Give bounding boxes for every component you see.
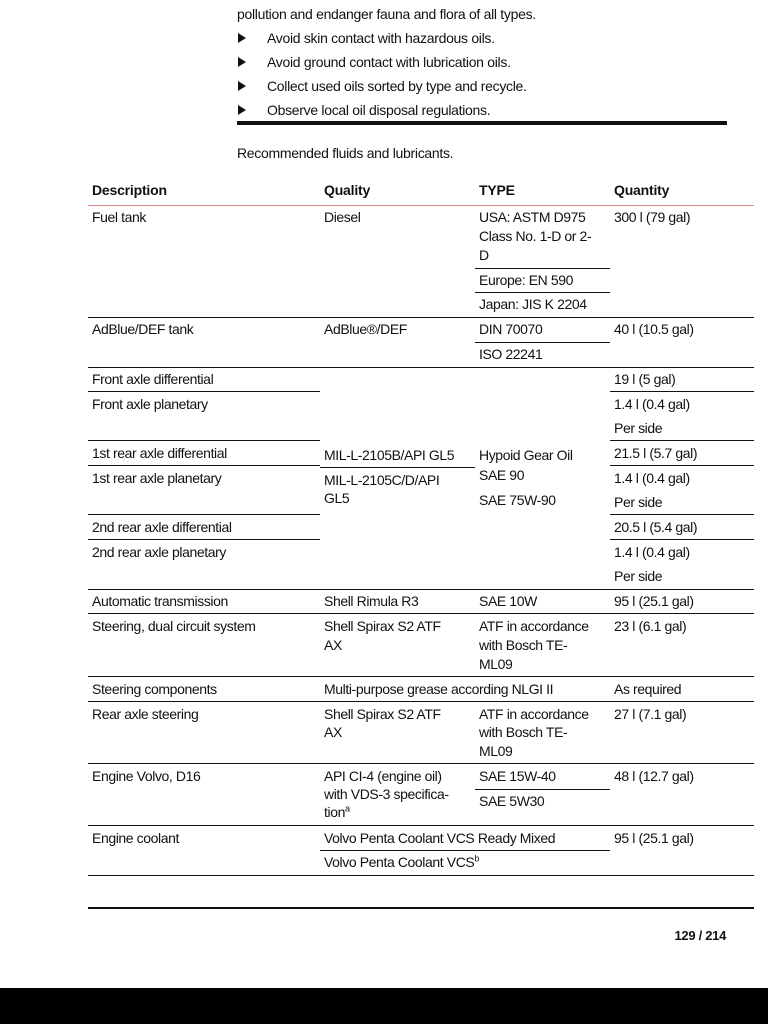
row-divider (88, 676, 754, 677)
auto-trans-type: SAE 10W (479, 593, 537, 609)
cell-divider (88, 391, 320, 392)
axle-description: Front axle differential (92, 371, 214, 387)
axle-type: SAE 90 (479, 467, 525, 483)
axle-description: 2nd rear axle planetary (92, 544, 226, 560)
fuel-tank-description: Fuel tank (92, 209, 146, 225)
coolant-quantity: 95 l (25.1 gal) (614, 830, 694, 846)
coolant-description: Engine coolant (92, 830, 180, 846)
adblue-quantity: 40 l (10.5 gal) (614, 321, 694, 337)
engine-type: SAE 15W-40 (479, 768, 556, 784)
rear-axle-steering-quality: Shell Spirax S2 ATF (324, 706, 441, 722)
steering-components-description: Steering components (92, 681, 217, 697)
bullet-text: Collect used oils sorted by type and recycle. (267, 78, 527, 94)
fuel-tank-type: USA: ASTM D975 (479, 209, 586, 225)
cell-divider (88, 514, 320, 515)
bullet-text: Avoid ground contact with lubrication oils. (267, 54, 511, 70)
steering-dual-quality: Shell Spirax S2 ATF (324, 618, 441, 634)
axle-quantity: 1.4 l (0.4 gal) (614, 396, 690, 412)
axle-quantity: 1.4 l (0.4 gal) (614, 544, 690, 560)
triangle-bullet-icon (238, 105, 246, 115)
fuel-tank-quality: Diesel (324, 209, 361, 225)
row-divider (88, 367, 754, 368)
auto-trans-description: Automatic transmission (92, 593, 228, 609)
cell-divider (475, 268, 610, 269)
bullet-item (237, 98, 727, 122)
axle-quantity: 21.5 l (5.7 gal) (614, 445, 698, 461)
axle-quality: GL5 (324, 490, 350, 506)
engine-quality-last-line (324, 803, 350, 821)
steering-dual-quantity: 23 l (6.1 gal) (614, 618, 687, 634)
header-quality: Quality (324, 182, 371, 198)
intro-section (237, 2, 727, 122)
triangle-bullet-icon (238, 81, 246, 91)
engine-quality: with VDS-3 specifica- (324, 786, 449, 802)
pollution-line: pollution and endanger fauna and flora of all types. (237, 6, 536, 22)
steering-dual-quality: AX (324, 637, 342, 653)
steering-dual-type: with Bosch TE- (479, 637, 568, 653)
footnote-marker: a (344, 803, 350, 814)
bullet-item (237, 50, 727, 74)
cell-divider (88, 465, 320, 466)
rear-axle-steering-quantity: 27 l (7.1 gal) (614, 706, 687, 722)
engine-type: SAE 5W30 (479, 793, 545, 809)
coolant-quality: Volvo Penta Coolant VCS Ready Mixed (324, 830, 556, 846)
page-number: 129 / 214 (674, 928, 726, 943)
steering-dual-description: Steering, dual circuit system (92, 618, 256, 634)
steering-dual-type: ATF in accordance (479, 618, 589, 634)
cell-divider (610, 440, 754, 441)
adblue-type: ISO 22241 (479, 346, 543, 362)
bullet-text: Avoid skin contact with hazardous oils. (267, 30, 495, 46)
row-divider (88, 589, 754, 590)
triangle-bullet-icon (238, 57, 246, 67)
axle-type: SAE 75W-90 (479, 492, 556, 508)
cell-divider (610, 391, 754, 392)
cell-divider (475, 342, 610, 343)
header-quantity: Quantity (614, 182, 670, 198)
coolant-quality-text: Volvo Penta Coolant VCS (324, 854, 475, 870)
axle-description: 1st rear axle planetary (92, 470, 222, 486)
cell-divider (88, 539, 320, 540)
header-description: Description (92, 182, 167, 198)
axle-description: 2nd rear axle differential (92, 519, 232, 535)
coolant-quality-second-line (324, 853, 479, 871)
steering-components-quantity: As required (614, 681, 682, 697)
cell-divider (610, 539, 754, 540)
axle-description: Front axle planetary (92, 396, 208, 412)
adblue-type: DIN 70070 (479, 321, 543, 337)
footer-divider (88, 907, 754, 909)
axle-quantity: 20.5 l (5.4 gal) (614, 519, 698, 535)
cell-divider (610, 514, 754, 515)
bullet-item (237, 26, 727, 50)
axle-quantity: Per side (614, 494, 663, 510)
row-divider (88, 875, 754, 876)
rear-axle-steering-type: ATF in accordance (479, 706, 589, 722)
adblue-quality: AdBlue®/DEF (324, 321, 407, 337)
engine-quantity: 48 l (12.7 gal) (614, 768, 694, 784)
disposal-bullet-list (237, 26, 727, 122)
steering-dual-type: ML09 (479, 656, 513, 672)
auto-trans-quantity: 95 l (25.1 gal) (614, 593, 694, 609)
bullet-item (237, 74, 727, 98)
bullet-text: Observe local oil disposal regulations. (267, 102, 491, 118)
footnote-marker: b (474, 853, 479, 864)
rear-axle-steering-quality: AX (324, 724, 342, 740)
cell-divider (475, 292, 610, 293)
header-type: TYPE (479, 182, 515, 198)
row-divider (88, 701, 754, 702)
axle-type: Hypoid Gear Oil (479, 447, 573, 463)
row-divider (88, 613, 754, 614)
steering-components-quality: Multi-purpose grease according NLGI II (324, 681, 554, 697)
adblue-description: AdBlue/DEF tank (92, 321, 194, 337)
engine-quality: API CI-4 (engine oil) (324, 768, 442, 784)
engine-quality-text: tion (324, 804, 345, 820)
axle-quantity: Per side (614, 568, 663, 584)
row-divider (88, 825, 754, 826)
rear-axle-steering-description: Rear axle steering (92, 706, 199, 722)
auto-trans-quality: Shell Rimula R3 (324, 593, 419, 609)
rear-axle-steering-type: ML09 (479, 743, 513, 759)
fuel-tank-type: Class No. 1-D or 2- (479, 228, 592, 244)
axle-quality: MIL-L-2105C/D/API (324, 472, 440, 488)
axle-quality: MIL-L-2105B/API GL5 (324, 447, 455, 463)
cell-divider (475, 789, 610, 790)
engine-description: Engine Volvo, D16 (92, 768, 201, 784)
axle-quantity: 19 l (5 gal) (614, 371, 676, 387)
cell-divider (320, 850, 610, 851)
fuel-tank-type: D (479, 247, 489, 263)
bottom-black-bar (0, 988, 768, 1024)
row-divider (88, 763, 754, 764)
section-divider (237, 121, 727, 125)
fuel-tank-type: Japan: JIS K 2204 (479, 296, 587, 312)
cell-divider (610, 465, 754, 466)
axle-description: 1st rear axle differential (92, 445, 227, 461)
cell-divider (88, 440, 320, 441)
rear-axle-steering-type: with Bosch TE- (479, 724, 568, 740)
cell-divider (320, 467, 475, 468)
triangle-bullet-icon (238, 33, 246, 43)
table-caption: Recommended fluids and lubricants. (237, 145, 454, 161)
axle-quantity: Per side (614, 420, 663, 436)
axle-quantity: 1.4 l (0.4 gal) (614, 470, 690, 486)
row-divider (88, 317, 754, 318)
fuel-tank-quantity: 300 l (79 gal) (614, 209, 691, 225)
header-divider (88, 205, 754, 206)
fuel-tank-type: Europe: EN 590 (479, 272, 574, 288)
